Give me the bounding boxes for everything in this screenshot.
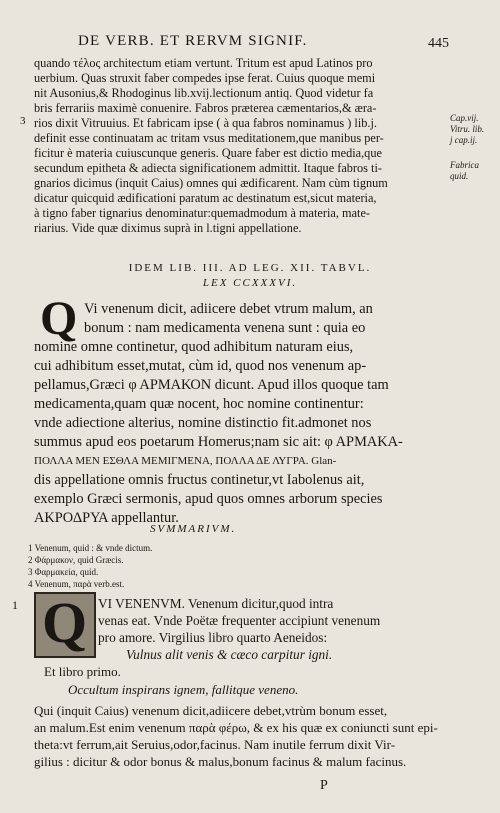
text-line: pellamus,Græci φ ΑΡΜΑΚΟΝ dicunt. Apud illos quoque tam	[34, 377, 389, 393]
text-line: Vi venenum dicit, adiicere debet vtrum malum, an	[84, 301, 373, 317]
running-head: DE VERB. ET RERVM SIGNIF.	[78, 33, 308, 49]
page-number: 445	[428, 36, 449, 51]
margin-number-left: 3	[20, 115, 26, 127]
summarium-list	[28, 542, 152, 590]
margin-note: Vitru. lib.	[450, 124, 485, 134]
verse-line: Vulnus alit venis & cæco carpitur igni.	[126, 647, 333, 662]
text-line: medicamenta,quam quæ nocent, hoc nomine continentur:	[34, 396, 364, 412]
text-line: rios dixit Vitruuius. Et fabricam ipse ( à qua fabros nominamus ) lib.j.	[34, 116, 377, 130]
text-line: VI VENENVM. Venenum dicitur,quod intra	[98, 596, 334, 611]
list-item: 2 Φάρμακον, quid Græcis.	[28, 555, 124, 565]
section-heading-line1: IDEM LIB. III. AD LEG. XII. TABVL.	[128, 262, 372, 274]
summarium-heading: SVMMARIVM.	[150, 523, 237, 535]
text-line: an malum.Est enim venenum παρὰ φέρω, & ex his quæ ex coniuncti sunt epi-	[34, 720, 438, 735]
list-item: 4 Venenum, παρὰ verb.est.	[28, 579, 125, 589]
ornamental-letter: Q	[42, 590, 88, 655]
margin-number-left: 1	[12, 598, 18, 612]
text-line: pro amore. Virgilius libro quarto Aeneidos:	[98, 630, 328, 645]
text-line: quando τέλος architectum etiam vertunt. Tritum est apud Latinos pro	[34, 56, 373, 70]
text-line: ΠΟΛΛΑ ΜΕΝ ΕΣΘΛΑ ΜΕΜΙΓΜΕΝΑ, ΠΟΛΛΑ ΔΕ ΛΥΓΡΑ. Glan-	[34, 455, 337, 467]
text-line: ficitur è materia cuiuscunque generis. Quare faber est dictio media,que	[34, 146, 382, 160]
ornamental-initial	[34, 592, 96, 658]
verse-intro: Et libro primo.	[44, 664, 121, 679]
margin-note: Cap.vij.	[450, 113, 479, 123]
text-line: dicatur quicquid ædificationi paratum ac destinatum est,sicut materia,	[34, 191, 377, 205]
text-line: nomine omne continetur, quod adhibitum naturam eius,	[34, 339, 354, 355]
signature-mark: P	[320, 778, 328, 793]
list-item: 3 Φαρμακεία, quid.	[28, 567, 99, 577]
text-line: ΑΚΡΟΔΡΥΑ appellantur.	[34, 510, 179, 526]
text-line: gnarios dicimus (inquit Caius) omnes qui ædificarent. Nam cùm tignum	[34, 176, 388, 190]
list-item: 1 Venenum, quid : & vnde dictum.	[28, 543, 153, 553]
margin-note: quid.	[450, 171, 469, 181]
text-line: Qui (inquit Caius) venenum dicit,adiicere debet,vtrùm bonum esset,	[34, 703, 388, 718]
margin-note: Fabrica	[450, 160, 479, 170]
text-line: nit Ausonius,& Rhodoginus lib.xvij.lectionum antiq. Quod videtur fa	[34, 86, 374, 100]
drop-initial: Q	[40, 292, 78, 345]
main-paragraph	[34, 300, 424, 528]
text-line: gilius : dicitur & odor bonus & malus,bonum facinus & malum facinus.	[34, 754, 407, 769]
text-line: venas eat. Vnde Poëtæ frequenter accipiunt venenum	[98, 613, 381, 628]
section2-text	[98, 595, 380, 663]
text-line: riarius. Vide quæ diximus suprà in l.tigni appellatione.	[34, 221, 302, 235]
text-line: vnde adiectione alterius, nomine distinctio fit.admonet nos	[34, 415, 372, 431]
text-line: secundum epitheta & adiecta significationem admittit. Itaque fabros ti-	[34, 161, 382, 175]
margin-note: j cap.ij.	[450, 135, 478, 145]
text-line: exemplo Græci sermonis, apud quos omnes arborum species	[34, 491, 383, 507]
section-heading-line2: LEX CCXXXVI.	[202, 277, 298, 289]
text-line: theta:vt ferrum,ait Seruius,odor,facinus. Nam inutile ferrum dixit Vir-	[34, 737, 396, 752]
text-line: dis appellatione omnis fructus continetur,vt Iabolenus ait,	[34, 472, 365, 488]
text-line: bonum : nam medicamenta venena sunt : quia eo	[84, 320, 366, 336]
text-line: uerbium. Quas struxit faber compedes ipse ferat. Cuius quoque memi	[34, 71, 376, 85]
closing-paragraph	[34, 702, 454, 770]
text-line: definit esse continuatam ac tritam vsus meditationem,que manibus per-	[34, 131, 384, 145]
text-line: bris ferrariis maximè conuenire. Fabros præterea cæmentarios,& æra-	[34, 101, 377, 115]
text-block-1	[34, 56, 422, 236]
verse-line: Occultum inspirans ignem, fallitque veneno.	[68, 682, 299, 697]
text-line: à tigno faber tignarius denominatur:quemadmodum à materia, mate-	[34, 206, 371, 220]
text-line: cui adhibitum esset,mutat, cùm id, quod nos venenum ap-	[34, 358, 367, 374]
text-line: summus apud eos poetarum Homerus;nam sic ait: φ ΑΡΜΑΚΑ-	[34, 434, 403, 450]
